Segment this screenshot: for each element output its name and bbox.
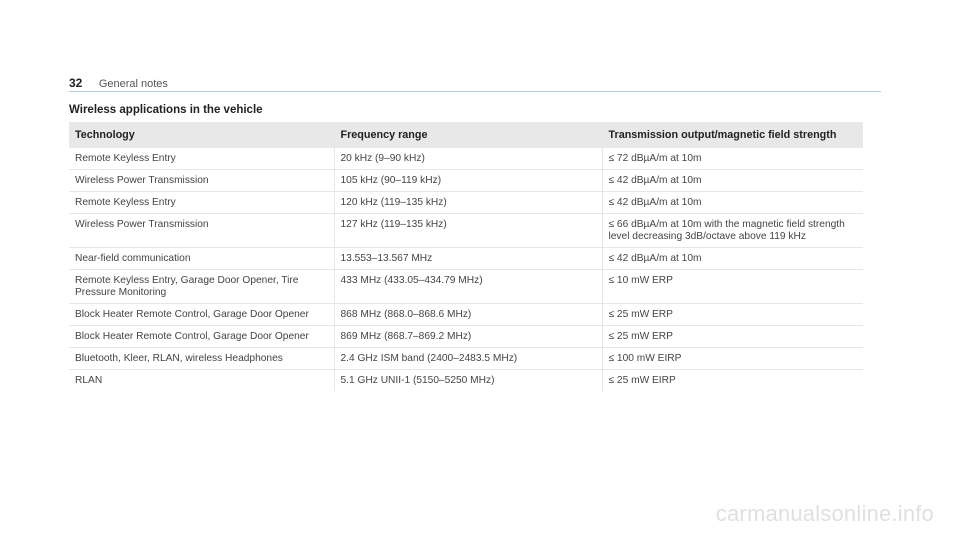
page-section-title: General notes xyxy=(98,78,168,90)
cell-output: ≤ 42 dBµA/m at 10m xyxy=(602,248,863,270)
cell-output: ≤ 42 dBµA/m at 10m xyxy=(602,192,863,214)
cell-output: ≤ 42 dBµA/m at 10m xyxy=(602,170,863,192)
header-frequency-range: Frequency range xyxy=(334,122,602,148)
table-row xyxy=(69,270,863,304)
cell-frequency: 433 MHz (433.05–434.79 MHz) xyxy=(334,270,602,304)
cell-output: ≤ 25 mW ERP xyxy=(602,326,863,348)
cell-technology: Near-field communication xyxy=(69,248,334,270)
cell-technology: Remote Keyless Entry, Garage Door Opener, Tire Pressure Monitoring xyxy=(69,270,334,304)
cell-frequency: 127 kHz (119–135 kHz) xyxy=(334,214,602,248)
table-row xyxy=(69,370,863,392)
table-row xyxy=(69,192,863,214)
cell-frequency: 13.553–13.567 MHz xyxy=(334,248,602,270)
cell-frequency: 105 kHz (90–119 kHz) xyxy=(334,170,602,192)
table-header-row xyxy=(69,122,863,148)
cell-technology: Block Heater Remote Control, Garage Door Opener xyxy=(69,326,334,348)
table-row xyxy=(69,248,863,270)
wireless-applications-table xyxy=(69,122,863,391)
header-transmission-output: Transmission output/magnetic field strength xyxy=(602,122,863,148)
cell-technology: Remote Keyless Entry xyxy=(69,148,334,170)
header-technology: Technology xyxy=(69,122,334,148)
table-row xyxy=(69,304,863,326)
cell-frequency: 120 kHz (119–135 kHz) xyxy=(334,192,602,214)
cell-technology: Remote Keyless Entry xyxy=(69,192,334,214)
table-row xyxy=(69,170,863,192)
cell-technology: RLAN xyxy=(75,375,103,386)
cell-output: ≤ 72 dBµA/m at 10m xyxy=(602,148,863,170)
cell-output: ≤ 25 mW ERP xyxy=(602,304,863,326)
table-row xyxy=(69,326,863,348)
cell-output: ≤ 10 mW ERP xyxy=(602,270,863,304)
cell-frequency: 2.4 GHz ISM band (2400–2483.5 MHz) xyxy=(334,348,602,370)
cell-output: ≤ 66 dBµA/m at 10m with the magnetic field strength level decreasing 3dB/octave above 119 kHz xyxy=(602,214,863,248)
page-number: 32 xyxy=(69,76,83,90)
table-row xyxy=(69,214,863,248)
cell-technology: Wireless Power Transmission xyxy=(69,214,334,248)
cell-frequency: 868 MHz (868.0–868.6 MHz) xyxy=(334,304,602,326)
cell-output: ≤ 25 mW EIRP xyxy=(602,370,863,392)
table-row xyxy=(69,148,863,170)
cell-frequency: 5.1 GHz UNII-1 (5150–5250 MHz) xyxy=(334,370,602,392)
cell-technology: Bluetooth, Kleer, RLAN, wireless Headphones xyxy=(69,348,334,370)
watermark: carmanualsonline.info xyxy=(715,501,934,526)
cell-output: ≤ 100 mW EIRP xyxy=(602,348,863,370)
section-heading: Wireless applications in the vehicle xyxy=(69,104,263,116)
header-divider xyxy=(69,91,881,92)
table-row xyxy=(69,348,863,370)
page-header xyxy=(69,74,881,92)
cell-frequency: 869 MHz (868.7–869.2 MHz) xyxy=(334,326,602,348)
cell-technology: Wireless Power Transmission xyxy=(69,170,334,192)
cell-technology: Block Heater Remote Control, Garage Door Opener xyxy=(69,304,334,326)
cell-frequency: 20 kHz (9–90 kHz) xyxy=(334,148,602,170)
